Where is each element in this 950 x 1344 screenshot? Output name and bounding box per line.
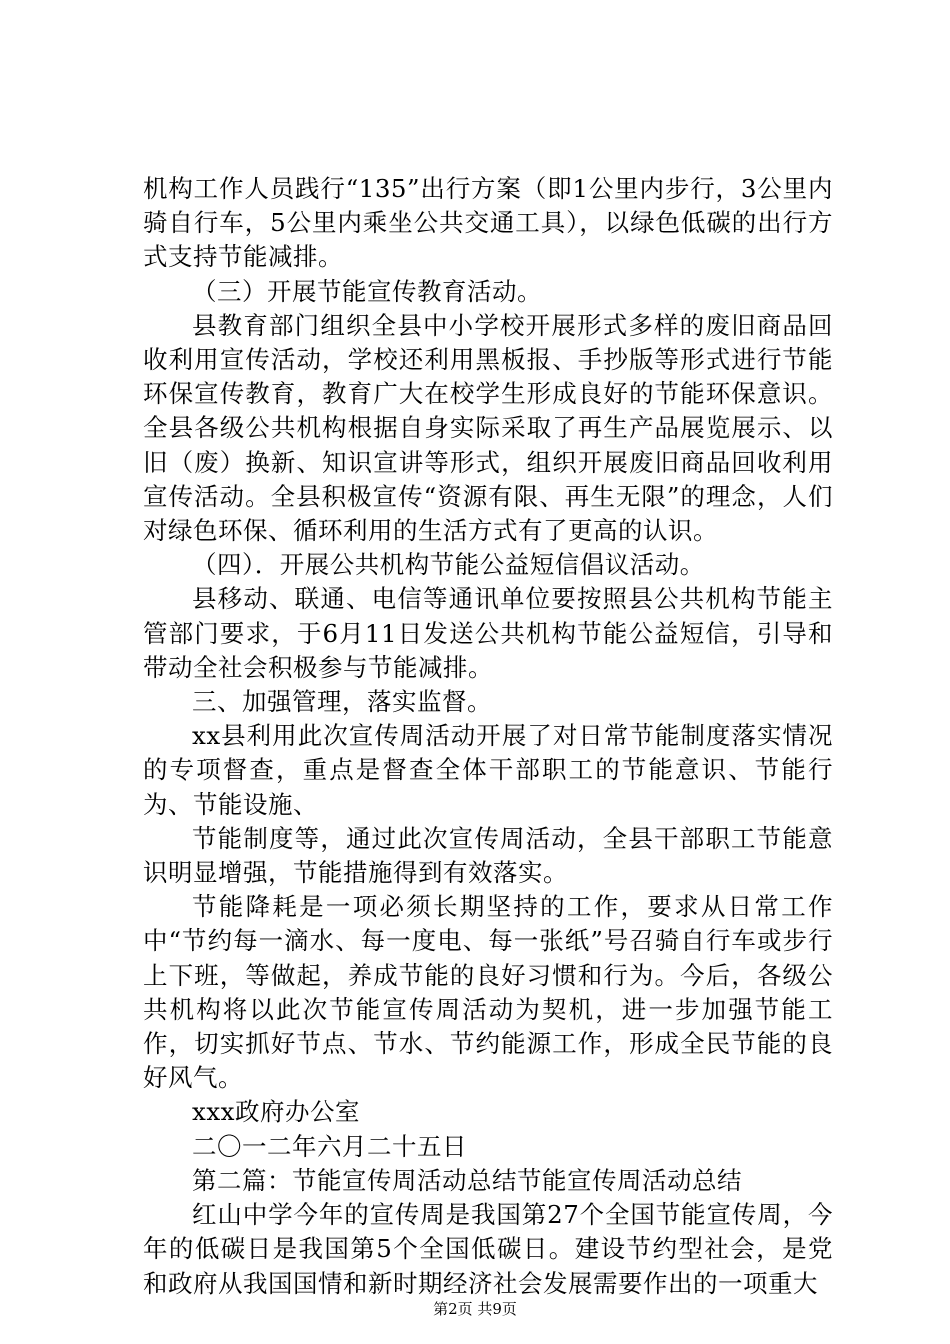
chapter-heading-2: 第二篇：节能宣传周活动总结节能宣传周活动总结 <box>192 1165 742 1195</box>
page-footer: 第2页 共9页 <box>433 1300 517 1318</box>
paragraph-conclusion: 节能降耗是一项必须长期坚持的工作，要求从日常工作中“节约每一滴水、每一度电、每一张纸”号召骑自行车或步行上下班，等做起，养成节能的良好习惯和行为。今后，各级公共机构将以此次节能宣传周活动为契机，进一步加强节能工作，切实抓好节点、节水、节约能源工作，形成全民节能的良好风气。 <box>143 892 833 1093</box>
section-heading-management: 三、加强管理，落实监督。 <box>192 687 492 717</box>
paragraph-hongshan: 红山中学今年的宣传周是我国第27个全国节能宣传周，今年的低碳日是我国第5个全国低碳日。建设节约型社会，是党和政府从我国国情和新时期经济社会发展需要作出的一项重大 <box>143 1200 833 1298</box>
paragraph-continuation: 机构工作人员践行“135”出行方案（即1公里内步行，3公里内骑自行车，5公里内乘坐公共交通工具），以绿色低碳的出行方式支持节能减排。 <box>143 174 833 272</box>
section-heading-4: （四）．开展公共机构节能公益短信倡议活动。 <box>192 550 705 580</box>
document-body <box>143 172 833 1301</box>
paragraph-education: 县教育部门组织全县中小学校开展形式多样的废旧商品回收利用宣传活动，学校还利用黑板报、手抄版等形式进行节能环保宣传教育，教育广大在校学生形成良好的节能环保意识。全县各级公共机构根据自身实际采取了再生产品展览展示、以旧（废）换新、知识宣讲等形式，组织开展废旧商品回收利用宣传活动。全县积极宣传“资源有限、再生无限”的理念，人们对绿色环保、循环利用的生活方式有了更高的认识。 <box>143 310 833 546</box>
paragraph-sms: 县移动、联通、电信等通讯单位要按照县公共机构节能主管部门要求，于6月11日发送公共机构节能公益短信，引导和带动全社会积极参与节能减排。 <box>143 584 833 682</box>
signature-date: 二〇一二年六月二十五日 <box>192 1131 467 1161</box>
signature-office: xxx政府办公室 <box>192 1097 360 1127</box>
paragraph-inspection-result: 节能制度等，通过此次宣传周活动，全县干部职工节能意识明显增强，节能措施得到有效落实。 <box>143 823 833 888</box>
section-heading-3: （三）开展节能宣传教育活动。 <box>192 276 542 306</box>
paragraph-inspection: xx县利用此次宣传周活动开展了对日常节能制度落实情况的专项督查，重点是督查全体干部职工的节能意识、节能行为、节能设施、 <box>143 721 833 819</box>
